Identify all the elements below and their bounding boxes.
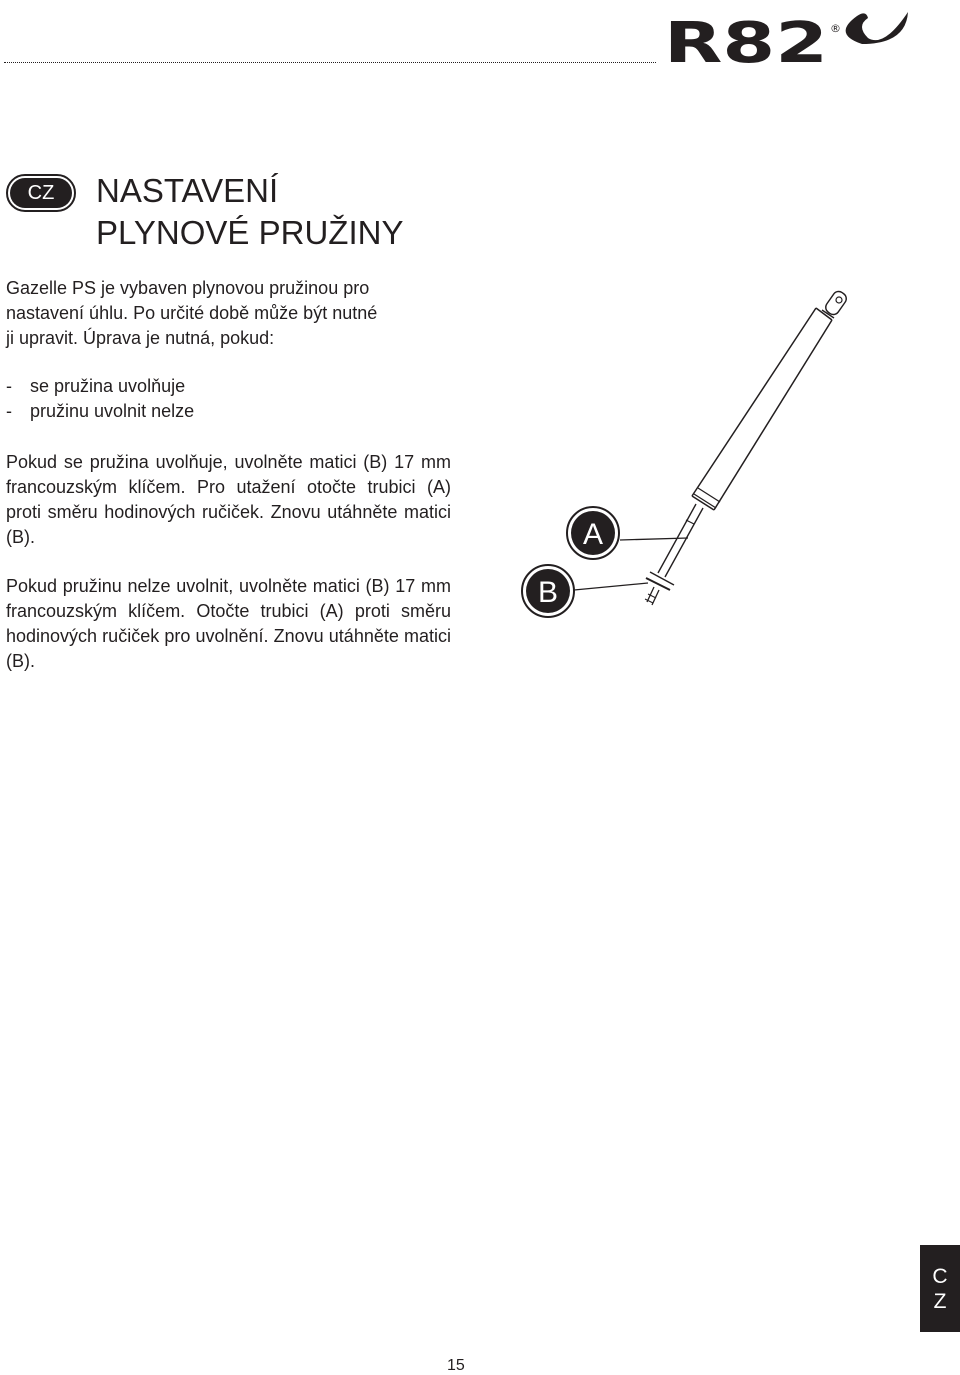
page-title xyxy=(96,170,403,254)
list-item: - se pružina uvolňuje xyxy=(6,374,451,399)
side-tab-letter-1: C xyxy=(932,1264,948,1288)
r82-logo xyxy=(662,4,918,70)
intro-line-2: nastavení úhlu. Po určité době může být nutné xyxy=(6,303,378,323)
title-line-2: PLYNOVÉ PRUŽINY xyxy=(96,214,404,251)
page-number: 15 xyxy=(447,1357,465,1374)
swoosh-icon xyxy=(846,12,908,44)
locked-instructions: Pokud pružinu nelze uvolnit, uvolněte matici (B) 17 mm francouzským klíčem. Otočte trubici (A) proti směru hodinových ručiček pro uvolnění. Znovu utáhněte matici (B). xyxy=(6,576,451,671)
language-side-tab xyxy=(920,1245,960,1332)
mounting-eye xyxy=(822,289,849,318)
callout-line-b xyxy=(574,583,648,590)
callout-line-a xyxy=(620,538,688,540)
brand-logo-text: R82 xyxy=(664,11,828,70)
list-item: - pružinu uvolnit nelze xyxy=(6,399,451,424)
language-badge xyxy=(6,174,76,212)
callout-label-a: A xyxy=(582,518,604,551)
tube-a xyxy=(658,504,703,577)
intro-paragraph xyxy=(6,276,451,351)
language-badge-label: CZ xyxy=(10,178,72,208)
side-tab-letter-2: Z xyxy=(933,1289,947,1313)
registered-mark: ® xyxy=(830,22,841,35)
loosening-instructions: Pokud se pružina uvolňuje, uvolněte matici (B) 17 mm francouzským klíčem. Pro utažení otočte trubici (A) proti směru hodinových ručiček. Znovu utáhněte matici (B). xyxy=(6,452,451,547)
spring-cylinder xyxy=(692,308,832,510)
gas-spring-diagram xyxy=(510,280,870,640)
header-dotted-rule xyxy=(4,62,656,63)
intro-line-1: Gazelle PS je vybaven plynovou pružinou pro xyxy=(6,278,370,298)
intro-line-3: ji upravit. Úprava je nutná, pokud: xyxy=(6,328,275,348)
nut-b xyxy=(645,572,674,605)
conditions-list xyxy=(6,374,451,424)
callout-label-b: B xyxy=(537,576,559,609)
title-line-1: NASTAVENÍ xyxy=(96,172,279,209)
